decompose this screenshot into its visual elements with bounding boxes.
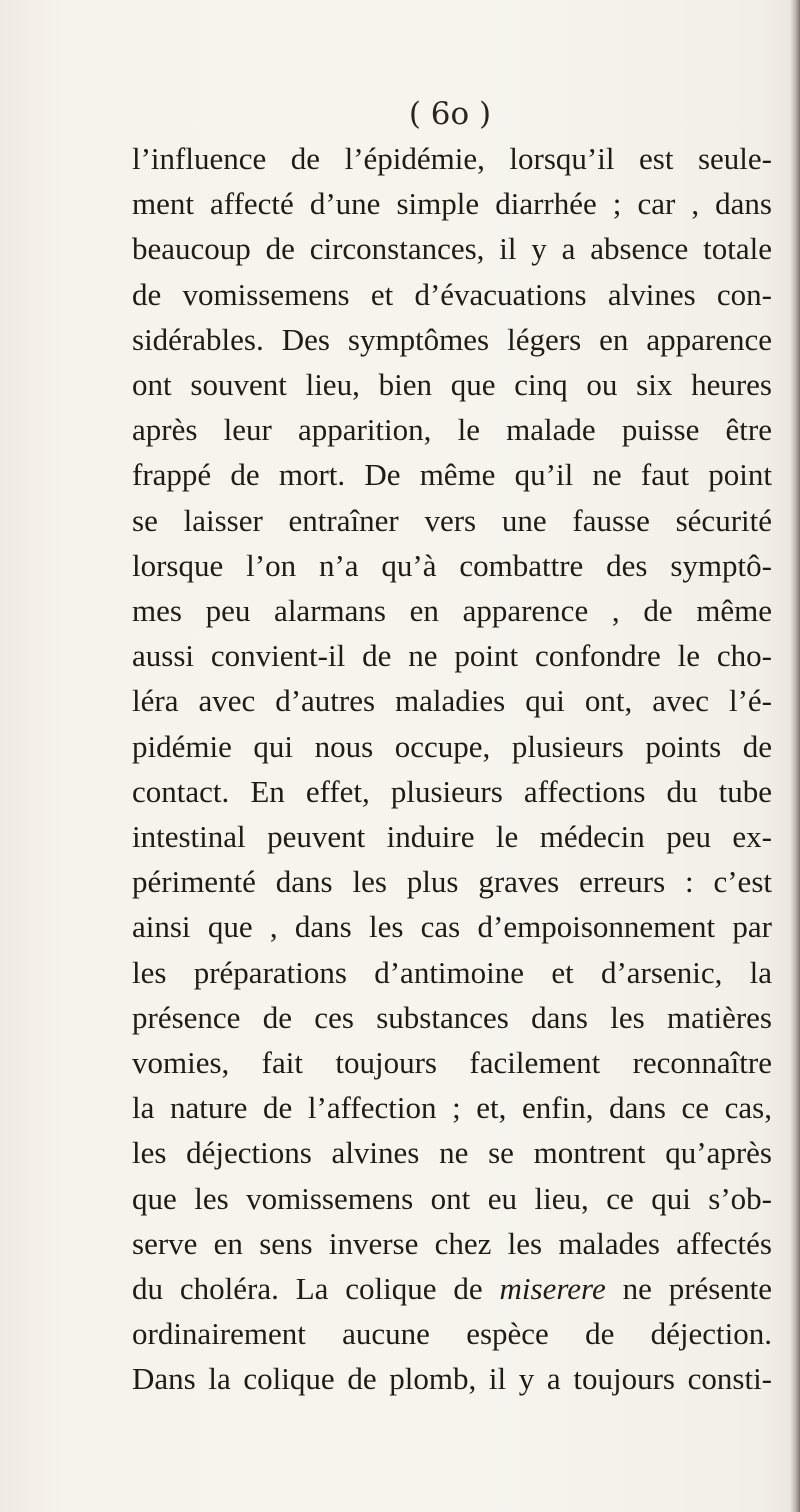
text-line: beaucoup de circonstances, il y a absence totale [132, 231, 772, 267]
text-line: périmenté dans les plus graves erreurs : c’est [132, 864, 772, 900]
text-line: sidérables. Des symptômes légers en apparence [132, 321, 772, 357]
text-line-with-italic [132, 1266, 772, 1311]
text-line: ordinairement aucune espèce de déjection. [132, 1316, 772, 1352]
text-line: la nature de l’affection ; et, enfin, dans ce cas, [132, 1090, 772, 1126]
text-line: Dans la colique de plomb, il y a toujours consti- [132, 1361, 772, 1397]
text-line: lorsque l’on n’a qu’à combattre des symptô- [132, 547, 772, 583]
text-segment: du choléra. La colique de [132, 1271, 500, 1307]
text-line: les déjections alvines ne se montrent qu’après [132, 1135, 772, 1171]
text-line: aussi convient-il de ne point confondre le cho- [132, 638, 772, 674]
text-line: l’influence de l’épidémie, lorsqu’il est seule- [132, 141, 772, 176]
text-line: vomies, fait toujours facilement reconnaître [132, 1045, 772, 1081]
text-line: mes peu alarmans en apparence , de même [132, 593, 772, 629]
text-line: les préparations d’antimoine et d’arsenic, la [132, 954, 772, 990]
text-line: ainsi que , dans les cas d’empoisonnement par [132, 909, 772, 945]
text-line: pidémie qui nous occupe, plusieurs points de [132, 728, 772, 764]
text-line: intestinal peuvent induire le médecin peu ex- [132, 819, 772, 855]
text-line: de vomissemens et d’évacuations alvines con- [132, 276, 772, 312]
body-text [132, 136, 772, 1402]
italic-term: miserere [499, 1271, 606, 1307]
text-line: frappé de mort. De même qu’il ne faut point [132, 457, 772, 493]
text-line: ment affecté d’une simple diarrhée ; car , dans [132, 186, 772, 222]
text-line: se laisser entraîner vers une fausse sécurité [132, 502, 772, 538]
page-number: ( 6o ) [408, 96, 492, 132]
page-edge-shadow [790, 0, 800, 1512]
text-line: serve en sens inverse chez les malades affectés [132, 1225, 772, 1261]
text-line: léra avec d’autres maladies qui ont, avec l’é- [132, 683, 772, 719]
text-segment: ne présente [605, 1271, 772, 1307]
text-line: ont souvent lieu, bien que cinq ou six heures [132, 367, 772, 403]
text-line: après leur apparition, le malade puisse être [132, 412, 772, 448]
text-line: contact. En effet, plusieurs affections du tube [132, 773, 772, 809]
text-line: que les vomissemens ont eu lieu, ce qui s’ob- [132, 1180, 772, 1216]
text-line: présence de ces substances dans les matières [132, 999, 772, 1035]
